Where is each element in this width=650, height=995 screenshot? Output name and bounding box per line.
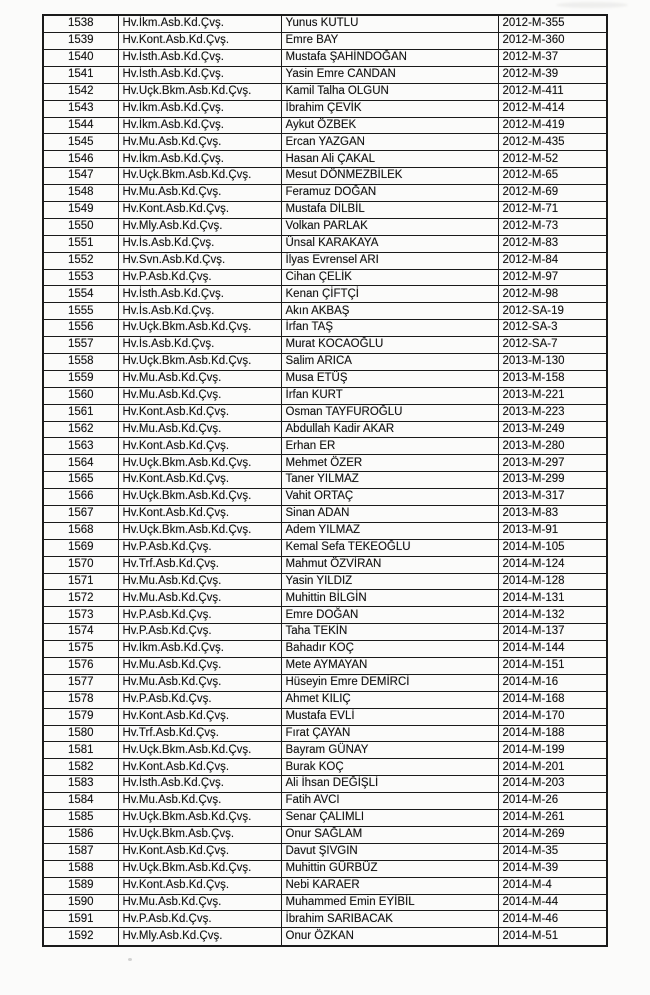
- row-number-cell: 1560: [43, 387, 118, 404]
- name-cell: Kamil Talha OLGUN: [281, 83, 498, 100]
- table-row: [43, 320, 607, 337]
- name-cell: Akın AKBAŞ: [281, 303, 498, 320]
- registry-number-cell: 2014-M-51: [498, 928, 607, 946]
- registry-number-cell: 2012-M-71: [498, 201, 607, 218]
- rank-cell: Hv.Uçk.Bkm.Asb.Kd.Çvş.: [118, 489, 281, 506]
- table-row: [43, 168, 607, 185]
- registry-number-cell: 2014-M-124: [498, 556, 607, 573]
- rank-cell: Hv.Svn.Asb.Kd.Çvş.: [118, 252, 281, 269]
- row-number-cell: 1588: [43, 860, 118, 877]
- name-cell: Ali İhsan DEĞİŞLİ: [281, 776, 498, 793]
- name-cell: Mehmet ÖZER: [281, 455, 498, 472]
- name-cell: İrfan TAŞ: [281, 320, 498, 337]
- name-cell: Ahmet KILIÇ: [281, 691, 498, 708]
- table-row: [43, 522, 607, 539]
- rank-cell: Hv.İkm.Asb.Kd.Çvş.: [118, 641, 281, 658]
- name-cell: Nebi KARAER: [281, 877, 498, 894]
- table-row: [43, 708, 607, 725]
- rank-cell: Hv.Kont.Asb.Kd.Çvş.: [118, 843, 281, 860]
- name-cell: Mete AYMAYAN: [281, 658, 498, 675]
- table-row: [43, 218, 607, 235]
- rank-cell: Hv.Trf.Asb.Kd.Çvş.: [118, 725, 281, 742]
- table-row: [43, 506, 607, 523]
- name-cell: Feramuz DOĞAN: [281, 185, 498, 202]
- table-row: [43, 556, 607, 573]
- rank-cell: Hv.Uçk.Bkm.Asb.Kd.Çvş.: [118, 810, 281, 827]
- registry-number-cell: 2013-M-130: [498, 354, 607, 371]
- name-cell: Emre DOĞAN: [281, 607, 498, 624]
- row-number-cell: 1574: [43, 624, 118, 641]
- name-cell: Ünsal KARAKAYA: [281, 235, 498, 252]
- registry-number-cell: 2014-M-199: [498, 742, 607, 759]
- rank-cell: Hv.Uçk.Bkm.Asb.Çvş.: [118, 826, 281, 843]
- registry-number-cell: 2014-M-26: [498, 793, 607, 810]
- row-number-cell: 1585: [43, 810, 118, 827]
- rank-cell: Hv.Uçk.Bkm.Asb.Kd.Çvş.: [118, 455, 281, 472]
- row-number-cell: 1589: [43, 877, 118, 894]
- table-row: [43, 928, 607, 946]
- row-number-cell: 1576: [43, 658, 118, 675]
- row-number-cell: 1582: [43, 759, 118, 776]
- row-number-cell: 1583: [43, 776, 118, 793]
- registry-number-cell: 2012-M-355: [498, 15, 607, 33]
- name-cell: Taner YILMAZ: [281, 472, 498, 489]
- name-cell: Murat KOCAOĞLU: [281, 337, 498, 354]
- name-cell: Burak KOÇ: [281, 759, 498, 776]
- name-cell: Vahit ORTAÇ: [281, 489, 498, 506]
- name-cell: Yunus KUTLU: [281, 15, 498, 33]
- name-cell: Aykut ÖZBEK: [281, 117, 498, 134]
- rank-cell: Hv.Mu.Asb.Kd.Çvş.: [118, 185, 281, 202]
- registry-number-cell: 2014-M-137: [498, 624, 607, 641]
- row-number-cell: 1557: [43, 337, 118, 354]
- registry-number-cell: 2013-M-158: [498, 370, 607, 387]
- registry-number-cell: 2013-M-83: [498, 506, 607, 523]
- name-cell: Yasin YILDIZ: [281, 573, 498, 590]
- row-number-cell: 1541: [43, 66, 118, 83]
- table-row: [43, 691, 607, 708]
- registry-number-cell: 2014-M-39: [498, 860, 607, 877]
- name-cell: Kenan ÇİFTÇİ: [281, 286, 498, 303]
- registry-number-cell: 2012-M-419: [498, 117, 607, 134]
- registry-number-cell: 2012-M-69: [498, 185, 607, 202]
- table-row: [43, 15, 607, 33]
- table-row: [43, 151, 607, 168]
- row-number-cell: 1556: [43, 320, 118, 337]
- table-row: [43, 590, 607, 607]
- rank-cell: Hv.P.Asb.Kd.Çvş.: [118, 539, 281, 556]
- row-number-cell: 1577: [43, 674, 118, 691]
- rank-cell: Hv.Kont.Asb.Kd.Çvş.: [118, 438, 281, 455]
- registry-number-cell: 2012-M-73: [498, 218, 607, 235]
- name-cell: Fatih AVCI: [281, 793, 498, 810]
- table-row: [43, 793, 607, 810]
- registry-number-cell: 2012-M-39: [498, 66, 607, 83]
- table-row: [43, 455, 607, 472]
- row-number-cell: 1571: [43, 573, 118, 590]
- registry-number-cell: 2012-M-411: [498, 83, 607, 100]
- rank-cell: Hv.P.Asb.Kd.Çvş.: [118, 911, 281, 928]
- row-number-cell: 1584: [43, 793, 118, 810]
- rank-cell: Hv.Kont.Asb.Kd.Çvş.: [118, 877, 281, 894]
- rank-cell: Hv.İkm.Asb.Kd.Çvş.: [118, 117, 281, 134]
- row-number-cell: 1548: [43, 185, 118, 202]
- row-number-cell: 1539: [43, 33, 118, 50]
- row-number-cell: 1546: [43, 151, 118, 168]
- rank-cell: Hv.Mu.Asb.Kd.Çvş.: [118, 674, 281, 691]
- registry-number-cell: 2013-M-249: [498, 421, 607, 438]
- rank-cell: Hv.Mu.Asb.Kd.Çvş.: [118, 387, 281, 404]
- row-number-cell: 1563: [43, 438, 118, 455]
- name-cell: İrfan KURT: [281, 387, 498, 404]
- rank-cell: Hv.Mu.Asb.Kd.Çvş.: [118, 793, 281, 810]
- registry-number-cell: 2013-M-280: [498, 438, 607, 455]
- rank-cell: Hv.Kont.Asb.Kd.Çvş.: [118, 404, 281, 421]
- name-cell: Hasan Ali ÇAKAL: [281, 151, 498, 168]
- row-number-cell: 1592: [43, 928, 118, 946]
- registry-number-cell: 2012-SA-7: [498, 337, 607, 354]
- registry-number-cell: 2012-M-37: [498, 49, 607, 66]
- name-cell: Mustafa ŞAHİNDOĞAN: [281, 49, 498, 66]
- row-number-cell: 1543: [43, 100, 118, 117]
- name-cell: Senar ÇALIMLI: [281, 810, 498, 827]
- name-cell: Kemal Sefa TEKEOĞLU: [281, 539, 498, 556]
- name-cell: Muhittin BİLGİN: [281, 590, 498, 607]
- name-cell: İbrahim SARIBACAK: [281, 911, 498, 928]
- rank-cell: Hv.Uçk.Bkm.Asb.Kd.Çvş.: [118, 354, 281, 371]
- row-number-cell: 1551: [43, 235, 118, 252]
- row-number-cell: 1549: [43, 201, 118, 218]
- registry-number-cell: 2014-M-131: [498, 590, 607, 607]
- table-row: [43, 877, 607, 894]
- table-row: [43, 776, 607, 793]
- table-row: [43, 810, 607, 827]
- registry-number-cell: 2013-M-297: [498, 455, 607, 472]
- rank-cell: Hv.İsth.Asb.Kd.Çvş.: [118, 49, 281, 66]
- rank-cell: Hv.İs.Asb.Kd.Çvş.: [118, 337, 281, 354]
- personnel-roster-body: [43, 15, 607, 946]
- row-number-cell: 1564: [43, 455, 118, 472]
- rank-cell: Hv.Uçk.Bkm.Asb.Kd.Çvş.: [118, 83, 281, 100]
- row-number-cell: 1559: [43, 370, 118, 387]
- registry-number-cell: 2012-M-65: [498, 168, 607, 185]
- rank-cell: Hv.Kont.Asb.Kd.Çvş.: [118, 33, 281, 50]
- table-row: [43, 742, 607, 759]
- rank-cell: Hv.Mly.Asb.Kd.Çvş.: [118, 218, 281, 235]
- row-number-cell: 1540: [43, 49, 118, 66]
- name-cell: Mesut DÖNMEZBİLEK: [281, 168, 498, 185]
- rank-cell: Hv.Uçk.Bkm.Asb.Kd.Çvş.: [118, 742, 281, 759]
- row-number-cell: 1572: [43, 590, 118, 607]
- registry-number-cell: 2014-M-4: [498, 877, 607, 894]
- rank-cell: Hv.Mu.Asb.Kd.Çvş.: [118, 421, 281, 438]
- rank-cell: Hv.İsth.Asb.Kd.Çvş.: [118, 66, 281, 83]
- rank-cell: Hv.İkm.Asb.Kd.Çvş.: [118, 151, 281, 168]
- registry-number-cell: 2012-M-83: [498, 235, 607, 252]
- registry-number-cell: 2013-M-299: [498, 472, 607, 489]
- registry-number-cell: 2012-M-414: [498, 100, 607, 117]
- table-row: [43, 843, 607, 860]
- table-row: [43, 49, 607, 66]
- row-number-cell: 1573: [43, 607, 118, 624]
- table-row: [43, 472, 607, 489]
- row-number-cell: 1579: [43, 708, 118, 725]
- row-number-cell: 1586: [43, 826, 118, 843]
- table-row: [43, 860, 607, 877]
- name-cell: Cihan ÇELİK: [281, 269, 498, 286]
- name-cell: Volkan PARLAK: [281, 218, 498, 235]
- table-row: [43, 269, 607, 286]
- name-cell: Sinan ADAN: [281, 506, 498, 523]
- rank-cell: Hv.Mu.Asb.Kd.Çvş.: [118, 658, 281, 675]
- rank-cell: Hv.Uçk.Bkm.Asb.Kd.Çvş.: [118, 320, 281, 337]
- table-row: [43, 252, 607, 269]
- registry-number-cell: 2014-M-261: [498, 810, 607, 827]
- registry-number-cell: 2013-M-91: [498, 522, 607, 539]
- table-row: [43, 539, 607, 556]
- rank-cell: Hv.Mu.Asb.Kd.Çvş.: [118, 590, 281, 607]
- row-number-cell: 1561: [43, 404, 118, 421]
- row-number-cell: 1558: [43, 354, 118, 371]
- name-cell: Adem YILMAZ: [281, 522, 498, 539]
- name-cell: Osman TAYFUROĞLU: [281, 404, 498, 421]
- name-cell: Bahadır KOÇ: [281, 641, 498, 658]
- table-row: [43, 235, 607, 252]
- table-row: [43, 489, 607, 506]
- rank-cell: Hv.Kont.Asb.Kd.Çvş.: [118, 472, 281, 489]
- registry-number-cell: 2014-M-188: [498, 725, 607, 742]
- rank-cell: Hv.Mu.Asb.Kd.Çvş.: [118, 370, 281, 387]
- rank-cell: Hv.P.Asb.Kd.Çvş.: [118, 624, 281, 641]
- registry-number-cell: 2014-M-16: [498, 674, 607, 691]
- row-number-cell: 1581: [43, 742, 118, 759]
- registry-number-cell: 2012-M-98: [498, 286, 607, 303]
- row-number-cell: 1562: [43, 421, 118, 438]
- rank-cell: Hv.Uçk.Bkm.Asb.Kd.Çvş.: [118, 860, 281, 877]
- table-row: [43, 725, 607, 742]
- row-number-cell: 1580: [43, 725, 118, 742]
- rank-cell: Hv.P.Asb.Kd.Çvş.: [118, 691, 281, 708]
- rank-cell: Hv.Mu.Asb.Kd.Çvş.: [118, 573, 281, 590]
- row-number-cell: 1569: [43, 539, 118, 556]
- registry-number-cell: 2012-M-84: [498, 252, 607, 269]
- rank-cell: Hv.Kont.Asb.Kd.Çvş.: [118, 708, 281, 725]
- name-cell: Mustafa DİLBİL: [281, 201, 498, 218]
- scan-speck-artifact: [128, 958, 132, 961]
- registry-number-cell: 2014-M-203: [498, 776, 607, 793]
- table-row: [43, 894, 607, 911]
- table-row: [43, 438, 607, 455]
- table-row: [43, 303, 607, 320]
- table-row: [43, 421, 607, 438]
- table-row: [43, 759, 607, 776]
- row-number-cell: 1552: [43, 252, 118, 269]
- name-cell: Salim ARICA: [281, 354, 498, 371]
- name-cell: Erhan ER: [281, 438, 498, 455]
- name-cell: Bayram GÜNAY: [281, 742, 498, 759]
- name-cell: Muhammed Emin EYİBİL: [281, 894, 498, 911]
- registry-number-cell: 2014-M-35: [498, 843, 607, 860]
- name-cell: Davut ŞIVGIN: [281, 843, 498, 860]
- table-row: [43, 624, 607, 641]
- row-number-cell: 1566: [43, 489, 118, 506]
- registry-number-cell: 2013-M-223: [498, 404, 607, 421]
- registry-number-cell: 2014-M-201: [498, 759, 607, 776]
- row-number-cell: 1568: [43, 522, 118, 539]
- row-number-cell: 1587: [43, 843, 118, 860]
- registry-number-cell: 2014-M-128: [498, 573, 607, 590]
- registry-number-cell: 2014-M-269: [498, 826, 607, 843]
- table-row: [43, 354, 607, 371]
- rank-cell: Hv.İkm.Asb.Kd.Çvş.: [118, 15, 281, 33]
- rank-cell: Hv.Uçk.Bkm.Asb.Kd.Çvş.: [118, 522, 281, 539]
- rank-cell: Hv.İs.Asb.Kd.Çvş.: [118, 303, 281, 320]
- table-row: [43, 404, 607, 421]
- row-number-cell: 1555: [43, 303, 118, 320]
- rank-cell: Hv.Kont.Asb.Kd.Çvş.: [118, 506, 281, 523]
- table-row: [43, 117, 607, 134]
- name-cell: İbrahim ÇEVİK: [281, 100, 498, 117]
- table-row: [43, 286, 607, 303]
- name-cell: Muhittin GÜRBÜZ: [281, 860, 498, 877]
- name-cell: Yasin Emre CANDAN: [281, 66, 498, 83]
- name-cell: Fırat ÇAYAN: [281, 725, 498, 742]
- table-row: [43, 66, 607, 83]
- rank-cell: Hv.İsth.Asb.Kd.Çvş.: [118, 776, 281, 793]
- row-number-cell: 1553: [43, 269, 118, 286]
- row-number-cell: 1544: [43, 117, 118, 134]
- table-row: [43, 100, 607, 117]
- rank-cell: Hv.Mly.Asb.Kd.Çvş.: [118, 928, 281, 946]
- registry-number-cell: 2014-M-170: [498, 708, 607, 725]
- registry-number-cell: 2014-M-132: [498, 607, 607, 624]
- name-cell: Abdullah Kadir AKAR: [281, 421, 498, 438]
- table-row: [43, 201, 607, 218]
- table-row: [43, 641, 607, 658]
- scan-smudge-artifact: [556, 2, 628, 8]
- name-cell: Mahmut ÖZVİRAN: [281, 556, 498, 573]
- name-cell: Onur SAĞLAM: [281, 826, 498, 843]
- table-row: [43, 826, 607, 843]
- table-row: [43, 185, 607, 202]
- row-number-cell: 1578: [43, 691, 118, 708]
- row-number-cell: 1542: [43, 83, 118, 100]
- table-row: [43, 573, 607, 590]
- rank-cell: Hv.Kont.Asb.Kd.Çvş.: [118, 759, 281, 776]
- name-cell: Hüseyin Emre DEMİRCİ: [281, 674, 498, 691]
- table-row: [43, 83, 607, 100]
- row-number-cell: 1545: [43, 134, 118, 151]
- name-cell: Onur ÖZKAN: [281, 928, 498, 946]
- table-row: [43, 674, 607, 691]
- registry-number-cell: 2014-M-168: [498, 691, 607, 708]
- name-cell: Taha TEKİN: [281, 624, 498, 641]
- table-row: [43, 911, 607, 928]
- row-number-cell: 1575: [43, 641, 118, 658]
- rank-cell: Hv.Mu.Asb.Kd.Çvş.: [118, 134, 281, 151]
- registry-number-cell: 2014-M-151: [498, 658, 607, 675]
- row-number-cell: 1547: [43, 168, 118, 185]
- name-cell: İlyas Evrensel ARI: [281, 252, 498, 269]
- registry-number-cell: 2012-SA-3: [498, 320, 607, 337]
- row-number-cell: 1570: [43, 556, 118, 573]
- rank-cell: Hv.Trf.Asb.Kd.Çvş.: [118, 556, 281, 573]
- registry-number-cell: 2013-M-317: [498, 489, 607, 506]
- registry-number-cell: 2014-M-105: [498, 539, 607, 556]
- rank-cell: Hv.Uçk.Bkm.Asb.Kd.Çvş.: [118, 168, 281, 185]
- registry-number-cell: 2013-M-221: [498, 387, 607, 404]
- registry-number-cell: 2012-M-360: [498, 33, 607, 50]
- name-cell: Musa ETÜŞ: [281, 370, 498, 387]
- name-cell: Ercan YAZGAN: [281, 134, 498, 151]
- rank-cell: Hv.İkm.Asb.Kd.Çvş.: [118, 100, 281, 117]
- table-row: [43, 658, 607, 675]
- row-number-cell: 1567: [43, 506, 118, 523]
- rank-cell: Hv.Kont.Asb.Kd.Çvş.: [118, 201, 281, 218]
- table-row: [43, 134, 607, 151]
- name-cell: Emre BAY: [281, 33, 498, 50]
- rank-cell: Hv.İsth.Asb.Kd.Çvş.: [118, 286, 281, 303]
- row-number-cell: 1591: [43, 911, 118, 928]
- table-row: [43, 33, 607, 50]
- row-number-cell: 1550: [43, 218, 118, 235]
- rank-cell: Hv.İs.Asb.Kd.Çvş.: [118, 235, 281, 252]
- registry-number-cell: 2012-M-435: [498, 134, 607, 151]
- rank-cell: Hv.P.Asb.Kd.Çvş.: [118, 607, 281, 624]
- registry-number-cell: 2012-M-97: [498, 269, 607, 286]
- table-row: [43, 387, 607, 404]
- registry-number-cell: 2014-M-44: [498, 894, 607, 911]
- table-row: [43, 337, 607, 354]
- registry-number-cell: 2014-M-144: [498, 641, 607, 658]
- rank-cell: Hv.P.Asb.Kd.Çvş.: [118, 269, 281, 286]
- name-cell: Mustafa EVLİ: [281, 708, 498, 725]
- row-number-cell: 1554: [43, 286, 118, 303]
- row-number-cell: 1565: [43, 472, 118, 489]
- row-number-cell: 1590: [43, 894, 118, 911]
- row-number-cell: 1538: [43, 15, 118, 33]
- registry-number-cell: 2012-SA-19: [498, 303, 607, 320]
- registry-number-cell: 2012-M-52: [498, 151, 607, 168]
- rank-cell: Hv.Mu.Asb.Kd.Çvş.: [118, 894, 281, 911]
- personnel-roster-table: [42, 14, 608, 947]
- registry-number-cell: 2014-M-46: [498, 911, 607, 928]
- table-row: [43, 370, 607, 387]
- table-row: [43, 607, 607, 624]
